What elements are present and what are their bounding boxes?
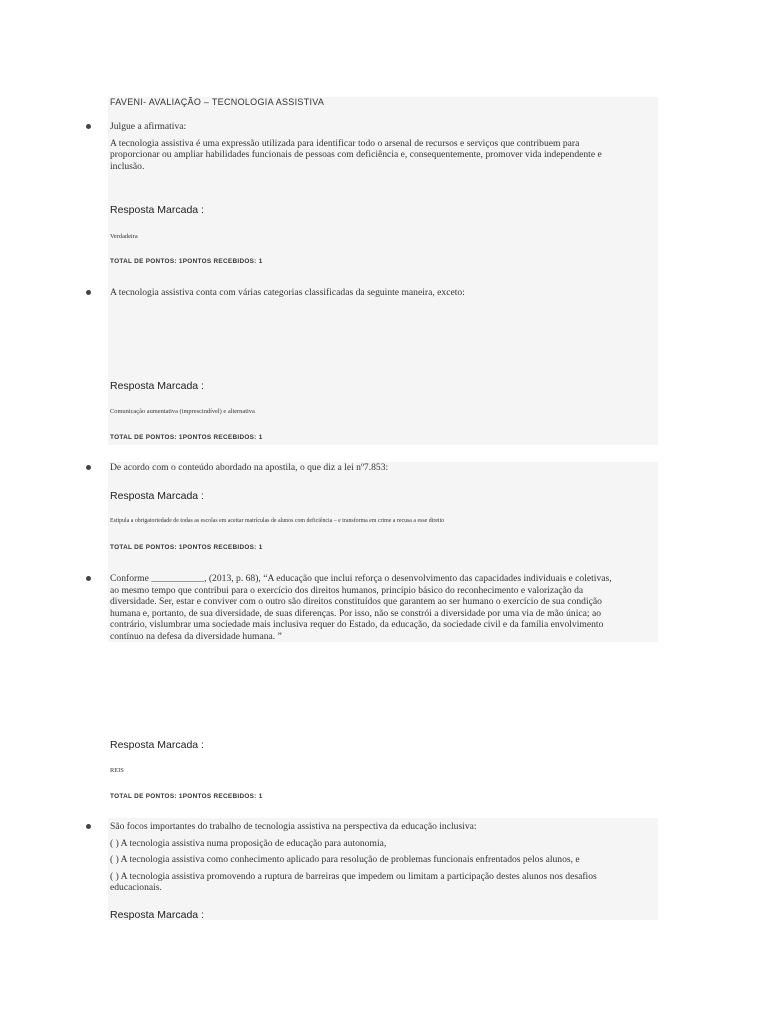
question-line: São focos importantes do trabalho de tecnologia assistiva na perspectiva da educação inclusiva:	[110, 821, 477, 832]
bullet-icon	[86, 824, 91, 829]
response-label: Resposta Marcada :	[110, 909, 204, 921]
question-2	[110, 287, 655, 299]
question-5	[110, 821, 655, 894]
marked-answer: REIS	[110, 767, 124, 774]
score-total: TOTAL DE PONTOS: 1PONTOS RECEBIDOS: 1	[110, 434, 263, 441]
bullet-icon	[86, 124, 91, 129]
question-line: De acordo com o conteúdo abordado na apostila, o que diz a lei nº7.853:	[110, 462, 389, 473]
score-total: TOTAL DE PONTOS: 1PONTOS RECEBIDOS: 1	[110, 258, 263, 265]
response-label: Resposta Marcada :	[110, 490, 204, 502]
marked-answer: Comunicação aumentativa (imprescindível) e alternativa	[110, 408, 255, 415]
bullet-icon	[86, 465, 91, 470]
marked-answer: Verdadeira	[110, 233, 138, 240]
question-line: A tecnologia assistiva conta com várias categorias classificadas da seguinte maneira, exceto:	[110, 287, 465, 298]
question-line: inclusão.	[110, 160, 145, 172]
response-label: Resposta Marcada :	[110, 380, 204, 392]
score-total: TOTAL DE PONTOS: 1PONTOS RECEBIDOS: 1	[110, 544, 263, 551]
score-total: TOTAL DE PONTOS: 1PONTOS RECEBIDOS: 1	[110, 793, 263, 800]
question-line: contínuo na defesa da diversidade humana. ”	[110, 630, 282, 642]
question-line: ao mesmo tempo que contribui para o exercício dos direitos humanos, princípio básico do reconhecimento e valorização da	[110, 584, 584, 596]
question-line: humana e, portanto, de sua diversidade, de suas diferenças. Por isso, não se constrói a diversidade por uma via de mão única; ao	[110, 607, 601, 619]
question-line: educacionais.	[110, 882, 162, 893]
bullet-icon	[86, 576, 91, 581]
question-line: proporcionar ou ampliar habilidades funcionais de pessoas com deficiência e, consequentemente, promover vida independente e	[110, 149, 602, 160]
question-line: Julgue a afirmativa:	[110, 121, 187, 132]
response-label: Resposta Marcada :	[110, 739, 204, 751]
question-line: ( ) A tecnologia assistiva promovendo a ruptura de barreiras que impedem ou limitam a participação destes alunos nos desafios	[110, 870, 597, 882]
response-label: Resposta Marcada :	[110, 204, 204, 216]
question-line: contrário, vislumbrar uma sociedade mais inclusiva requer do Estado, da educação, da sociedade civil e da família envolvimento	[110, 619, 604, 630]
question-3	[110, 462, 655, 474]
bullet-icon	[86, 290, 91, 295]
question-line: A tecnologia assistiva é uma expressão utilizada para identificar todo o arsenal de recursos e serviços que contribuem para	[110, 137, 580, 149]
question-line: ( ) A tecnologia assistiva como conhecimento aplicado para resolução de problemas funcionais enfrentados pelos alunos, e	[110, 854, 580, 865]
question-line: ( ) A tecnologia assistiva numa proposição de educação para autonomia,	[110, 837, 387, 849]
question-line: Conforme ___________, (2013, p. 68), “A educação que inclui reforça o desenvolvimento das capacidades individuais e coletivas,	[110, 573, 612, 584]
page-title: FAVENI- AVALIAÇÃO – TECNOLOGIA ASSISTIVA	[110, 97, 325, 107]
question-4	[110, 573, 658, 642]
question-1	[110, 121, 655, 172]
question-line: diversidade. Ser, estar e conviver com o outro são direitos constituídos que garantem ao ser humano o exercício de sua condição	[110, 596, 602, 607]
marked-answer: Estipula a obrigatoriedade de todas as escolas em aceitar matrículas de alunos com deficiência – e transforma em crime a recusa a esse direito	[110, 518, 445, 524]
